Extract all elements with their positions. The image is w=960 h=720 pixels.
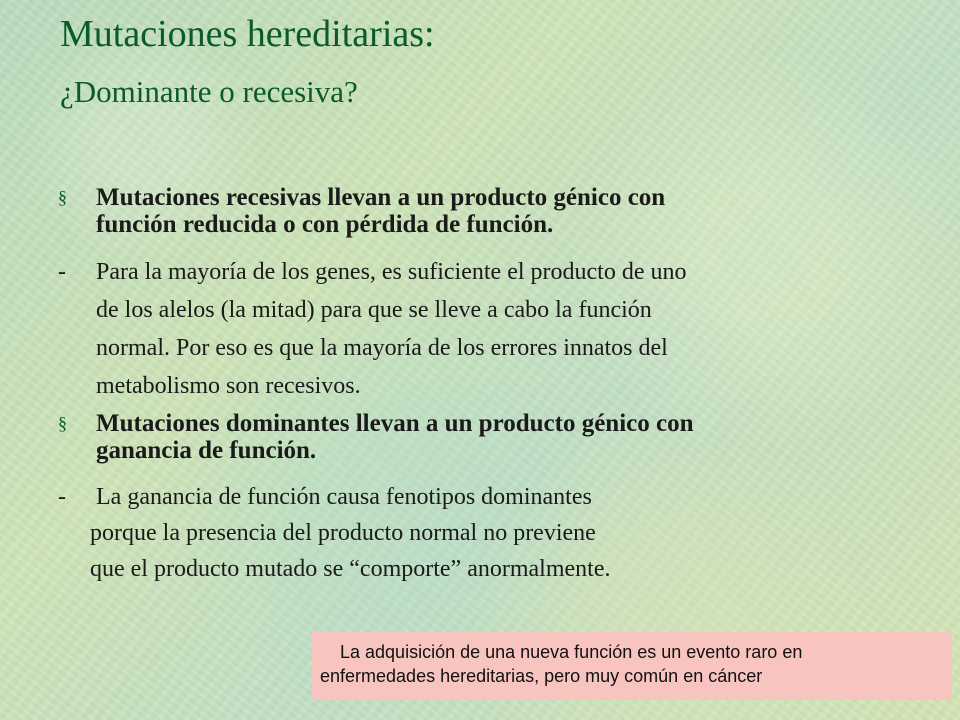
detail-recessive — [58, 253, 918, 405]
bullet-heading-line: Mutaciones dominantes llevan a un producto génico con — [96, 410, 694, 437]
bullet-heading-line: ganancia de función. — [96, 437, 317, 464]
detail-line: porque la presencia del producto normal no previene — [90, 520, 596, 546]
detail-line: La ganancia de función causa fenotipos dominantes — [96, 484, 592, 510]
detail-line: que el producto mutado se “comporte” anormalmente. — [90, 556, 611, 582]
callout-line: La adquisición de una nueva función es un evento raro en — [340, 642, 803, 662]
bullet-heading-line: función reducida o con pérdida de función. — [96, 211, 554, 238]
detail-dominant — [58, 479, 918, 587]
bullet-mark: § — [58, 413, 67, 433]
bullet-dominant — [58, 410, 918, 464]
bullet-heading-line: Mutaciones recesivas llevan a un producto génico con — [96, 184, 666, 211]
callout-box — [312, 632, 952, 700]
detail-line: normal. Por eso es que la mayoría de los errores innatos del — [96, 335, 668, 361]
slide-title: Mutaciones hereditarias: — [60, 13, 435, 55]
callout-line: enfermedades hereditarias, pero muy común en cáncer — [320, 666, 763, 686]
bullet-mark: § — [58, 187, 67, 207]
bullet-recessive — [58, 184, 918, 238]
detail-line: de los alelos (la mitad) para que se lleve a cabo la función — [96, 297, 652, 323]
detail-line: metabolismo son recesivos. — [96, 373, 361, 399]
detail-line: Para la mayoría de los genes, es suficiente el producto de uno — [96, 259, 687, 285]
slide-subtitle: ¿Dominante o recesiva? — [60, 74, 358, 109]
dash-mark: - — [58, 484, 66, 510]
dash-mark: - — [58, 259, 66, 285]
